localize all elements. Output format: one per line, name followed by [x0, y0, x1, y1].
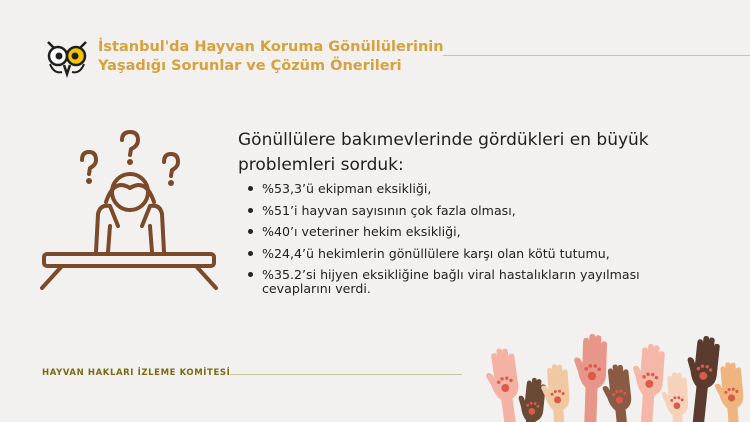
- answers-list: [248, 178, 640, 286]
- raised-hands-paw-print-icon: [486, 328, 750, 422]
- list-item: %35.2’si hijyen eksikliğine bağlı viral hastalıkların yayılması: [248, 264, 640, 286]
- page-title: [98, 38, 444, 76]
- confused-person-at-desk-icon: [38, 130, 220, 292]
- raised-hand-icon: [713, 361, 748, 422]
- raised-hand-icon: [540, 363, 573, 422]
- owl-logo-icon: [42, 34, 92, 78]
- question-text: Gönüllülere bakımevlerinde gördükleri en büyük problemleri sorduk:: [238, 130, 649, 175]
- raised-hand-icon: [486, 347, 526, 422]
- raised-hand-icon: [628, 343, 665, 422]
- list-item: %51’i hayvan sayısının çok fazla olması,: [248, 200, 640, 222]
- list-item: %53,3’ü ekipman eksikliği,: [248, 178, 640, 200]
- list-item: %24,4’ü hekimlerin gönüllülere karşı olan kötü tutumu,: [248, 243, 640, 265]
- raised-hand-icon: [661, 372, 691, 422]
- footer-divider: [230, 374, 462, 375]
- footer-label: HAYVAN HAKLARI İZLEME KOMİTESİ: [42, 368, 231, 378]
- title-line-1: İstanbul'da Hayvan Koruma Gönüllülerinin: [98, 39, 444, 55]
- header-divider: [443, 55, 750, 56]
- closing-text: cevaplarını verdi.: [262, 281, 371, 296]
- list-item: %40’ı veteriner hekim eksikliği,: [248, 221, 640, 243]
- title-line-2: Yaşadığı Sorunlar ve Çözüm Önerileri: [98, 58, 402, 74]
- raised-hand-icon: [572, 333, 608, 422]
